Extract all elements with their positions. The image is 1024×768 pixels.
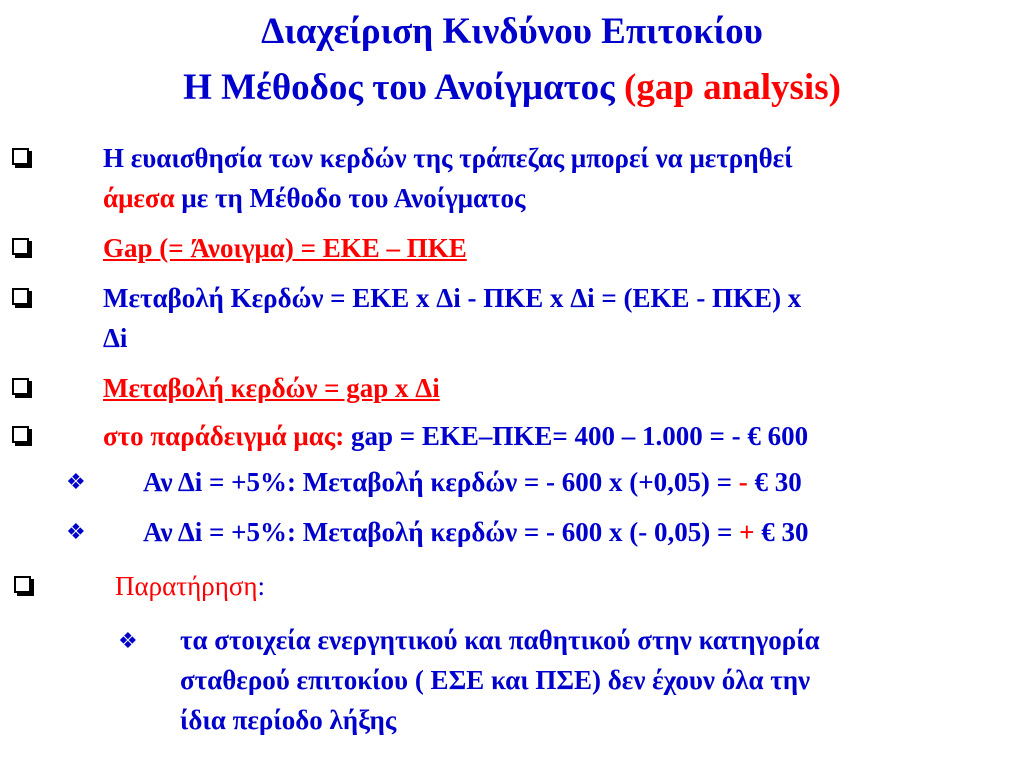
bullet-3-line-2: Δi [103, 323, 128, 353]
diamond-star-bullet-icon: ❖ [66, 469, 86, 494]
note-line-1: τα στοιχεία ενεργητικού και παθητικού στην κατηγορία [180, 625, 820, 655]
sub-bullet-1 [143, 462, 802, 502]
bullet-5-label: στο παράδειγμά μας: [103, 421, 345, 451]
bullet-3-line-1: Μεταβολή Κερδών = ΕΚΕ x Δi - ΠΚΕ x Δi = (ΕΚΕ - ΠΚΕ) x [103, 283, 802, 313]
bullet-1-rest: με τη Μέθοδο του Ανοίγματος [174, 183, 526, 213]
bullet-2: Gap (= Άνοιγμα) = ΕΚΕ – ΠΚΕ [103, 233, 467, 263]
checkbox-bullet-icon [14, 576, 31, 593]
note-colon: : [257, 571, 266, 601]
bullet-1 [103, 138, 793, 218]
diamond-star-bullet-icon: ❖ [118, 628, 138, 653]
diamond-star-bullet-icon: ❖ [66, 519, 86, 544]
bullet-1-line-2 [103, 178, 793, 218]
sub-bullet-1-sign: - [738, 467, 748, 497]
slide-title-line-2 [0, 66, 1024, 110]
bullet-5 [103, 416, 808, 456]
checkbox-bullet-icon [12, 426, 29, 443]
sub-bullet-2 [143, 512, 809, 552]
bullet-5-value: gap = ΕΚΕ–ΠΚΕ= 400 – 1.000 = - € 600 [344, 421, 809, 451]
title-parenthetical: (gap analysis) [624, 67, 841, 108]
bullet-1-line-1: Η ευαισθησία των κερδών της τράπεζας μπορεί να μετρηθεί [103, 143, 793, 173]
checkbox-bullet-icon [12, 378, 29, 395]
checkbox-bullet-icon [12, 288, 29, 305]
note-line-2: σταθερού επιτοκίου ( ΕΣΕ και ΠΣΕ) δεν έχουν όλα την [180, 665, 811, 695]
checkbox-bullet-icon [12, 238, 29, 255]
note-heading [115, 566, 265, 606]
sub-bullet-2-right: € 30 [754, 517, 809, 547]
bullet-3 [103, 278, 801, 358]
sub-bullet-2-sign: + [739, 517, 755, 547]
sub-bullet-2-left: Αν Δi = +5%: Μεταβολή κερδών = - 600 x (- 0,05) = [143, 517, 740, 547]
bullet-1-emphasis: άμεσα [103, 183, 175, 213]
sub-bullet-1-right: € 30 [747, 467, 802, 497]
title-main: Η Μέθοδος του Ανοίγματος [183, 67, 615, 108]
slide-title-line-1: Διαχείριση Κινδύνου Επιτοκίου [261, 11, 763, 52]
note-label: Παρατήρηση [115, 571, 258, 601]
sub-bullet-1-left: Αν Δi = +5%: Μεταβολή κερδών = - 600 x (+0,05) = [143, 467, 739, 497]
note-body [180, 620, 820, 740]
checkbox-bullet-icon [12, 148, 29, 165]
note-line-3: ίδια περίοδο λήξης [180, 705, 397, 735]
bullet-4: Μεταβολή κερδών = gap x Δi [103, 373, 440, 403]
